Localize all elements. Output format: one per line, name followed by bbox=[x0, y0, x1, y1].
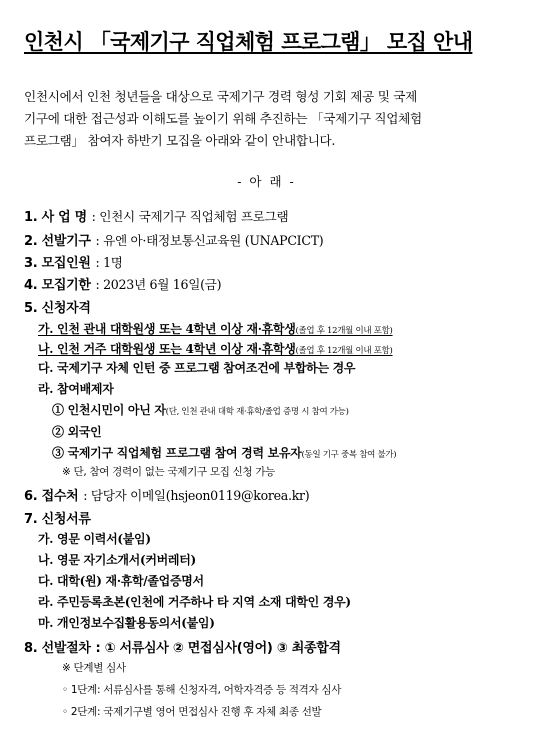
item-program bbox=[24, 206, 288, 225]
intro-line: 인천시에서 인천 청년들을 대상으로 국제기구 경력 형성 기회 제공 및 국제 bbox=[24, 89, 417, 104]
intro-paragraph bbox=[24, 86, 514, 152]
section-divider-heading: - 아 래 - bbox=[237, 174, 296, 189]
eligibility-note: (졸업 후 12개월 이내 포함) bbox=[295, 326, 393, 336]
eligibility-na bbox=[38, 340, 393, 357]
page-title: 인천시 「국제기구 직업체험 프로그램」 모집 안내 bbox=[24, 30, 473, 54]
exclusion-item bbox=[52, 444, 396, 461]
doc-item: 가. 영문 이력서(붙임) bbox=[38, 532, 151, 546]
doc-item: 나. 영문 자기소개서(커버레터) bbox=[38, 553, 196, 567]
item-value: : 인천시 국제기구 직업체험 프로그램 bbox=[91, 209, 289, 224]
process-note: ※ 단계별 심사 bbox=[62, 662, 126, 674]
item-label: 1. 사 업 명 bbox=[24, 210, 87, 225]
exclusion-text: ① 인천시민이 아닌 자 bbox=[52, 403, 166, 417]
item-value: : 2023년 6월 16일(금) bbox=[95, 277, 222, 292]
eligibility-text: 가. 인천 관내 대학원생 또는 4학년 이상 재·휴학생 bbox=[38, 322, 296, 336]
eligibility-ra: 라. 참여배제자 bbox=[38, 382, 114, 396]
item-value: : ① 서류심사 ② 면접심사(영어) ③ 최종합격 bbox=[95, 641, 341, 656]
item-label: 2. 선발기구 bbox=[24, 234, 91, 249]
doc-item: 마. 개인정보수집활용동의서(붙임) bbox=[38, 616, 215, 630]
item-label: 3. 모집인원 bbox=[24, 256, 91, 271]
item-value: : 유엔 아·태정보통신교육원 (UNAPCICT) bbox=[95, 233, 324, 248]
item-label: 4. 모집기한 bbox=[24, 278, 91, 293]
eligibility-note: (졸업 후 12개월 이내 포함) bbox=[295, 346, 393, 356]
exclusion-item: ② 외국인 bbox=[52, 425, 102, 439]
item-docs bbox=[24, 508, 91, 527]
exclusion-footnote: ※ 단, 참여 경력이 없는 국제기구 모집 신청 가능 bbox=[62, 466, 276, 478]
process-step: ◦ 1단계: 서류심사를 통해 신청자격, 어학자격증 등 적격자 심사 bbox=[62, 684, 342, 696]
item-eligibility bbox=[24, 297, 91, 316]
item-label: 8. 선발절차 bbox=[24, 641, 91, 656]
eligibility-da: 다. 국제기구 자체 인턴 중 프로그램 참여조건에 부합하는 경우 bbox=[38, 361, 356, 375]
exclusion-text: ③ 국제기구 직업체험 프로그램 참여 경력 보유자 bbox=[52, 446, 302, 460]
intro-line: 기구에 대한 접근성과 이해도를 높이기 위해 추진하는 「국제기구 직업체험 bbox=[24, 111, 422, 126]
doc-item: 라. 주민등록초본(인천에 거주하나 타 지역 소재 대학인 경우) bbox=[38, 595, 351, 609]
process-step: ◦ 2단계: 국제기구별 영어 면접심사 진행 후 자체 최종 선발 bbox=[62, 706, 322, 718]
item-value: : 1명 bbox=[95, 255, 123, 270]
doc-item: 다. 대학(원) 재·휴학/졸업증명서 bbox=[38, 574, 204, 588]
item-deadline bbox=[24, 274, 221, 293]
intro-line: 프로그램」 참여자 하반기 모집을 아래와 같이 안내합니다. bbox=[24, 133, 336, 148]
item-org bbox=[24, 230, 323, 249]
item-count bbox=[24, 252, 123, 271]
exclusion-item bbox=[52, 401, 349, 418]
item-process bbox=[24, 637, 341, 656]
eligibility-ga bbox=[38, 320, 393, 337]
item-label: 6. 접수처 bbox=[24, 489, 79, 504]
item-value: : 담당자 이메일(hsjeon0119@korea.kr) bbox=[83, 488, 310, 503]
item-label: 7. 신청서류 bbox=[24, 512, 91, 527]
exclusion-note: (동일 기구 중복 참여 불가) bbox=[301, 450, 397, 460]
item-label: 5. 신청자격 bbox=[24, 301, 91, 316]
item-apply bbox=[24, 485, 309, 504]
exclusion-note: (단, 인천 관내 대학 재·휴학/졸업 증명 시 참여 가능) bbox=[165, 407, 349, 417]
eligibility-text: 나. 인천 거주 대학원생 또는 4학년 이상 재·휴학생 bbox=[38, 342, 296, 356]
